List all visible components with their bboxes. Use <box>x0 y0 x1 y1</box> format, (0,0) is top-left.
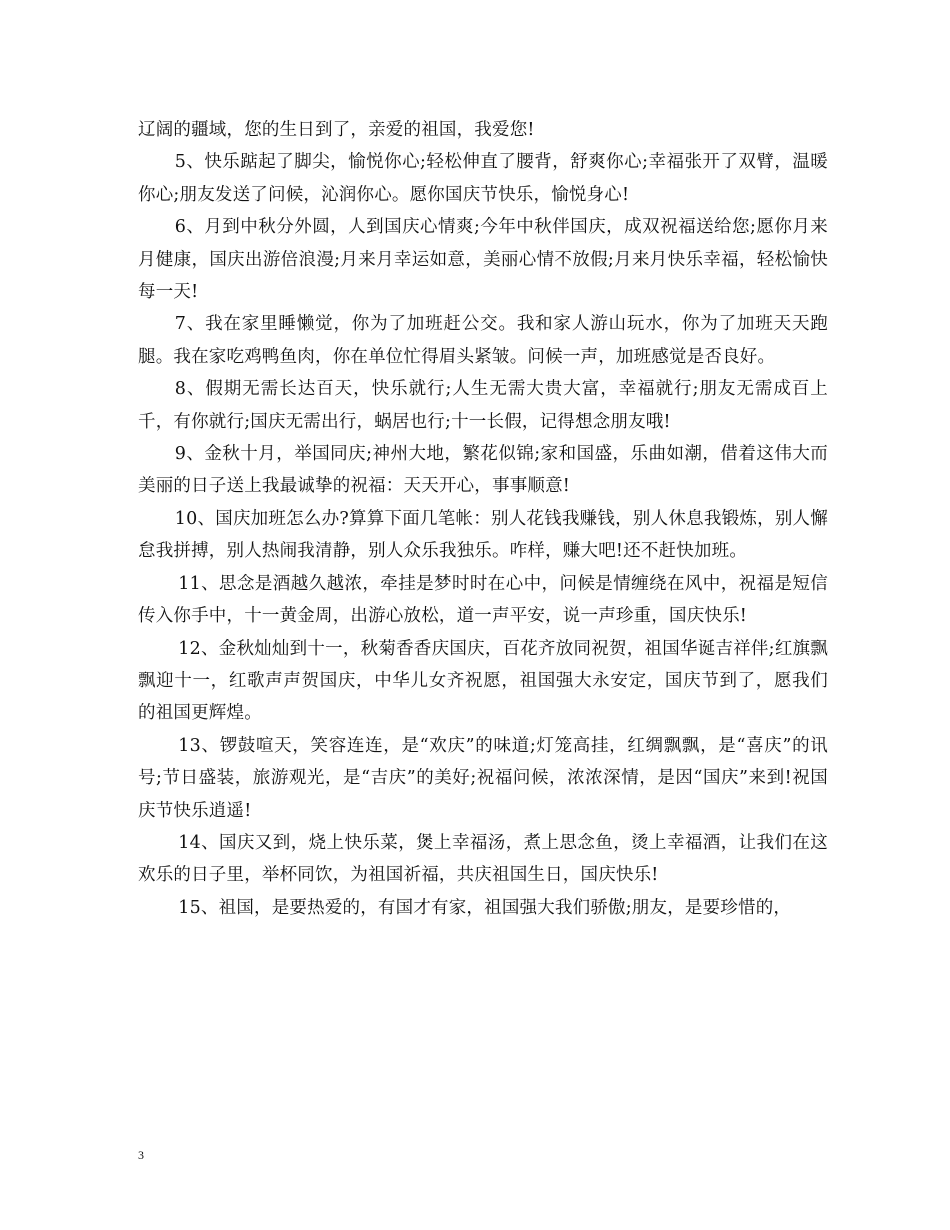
paragraph-6: 6、月到中秋分外圆，人到国庆心情爽;今年中秋伴国庆，成双祝福送给您;愿你月来月健康，国庆出游倍浪漫;月来月幸运如意，美丽心情不放假;月来月快乐幸福，轻松愉快每一天! <box>138 217 828 303</box>
paragraph-12: 12、金秋灿灿到十一，秋菊香香庆国庆，百花齐放同祝贺，祖国华诞吉祥伴;红旗飘飘迎十一，红歌声声贺国庆，中华儿女齐祝愿，祖国强大永安定，国庆节到了，愿我们的祖国更辉煌。 <box>138 638 828 724</box>
paragraph-15: 15、祖国，是要热爱的，有国才有家，祖国强大我们骄傲;朋友，是要珍惜的， <box>178 897 792 918</box>
paragraph-5: 5、快乐踮起了脚尖，愉悦你心;轻松伸直了腰背，舒爽你心;幸福张开了双臂，温暖你心;朋友发送了问候，沁润你心。愿你国庆节快乐，愉悦身心! <box>138 152 828 205</box>
paragraph-7: 7、我在家里睡懒觉，你为了加班赶公交。我和家人游山玩水，你为了加班天天跑腿。我在家吃鸡鸭鱼肉，你在单位忙得眉头紧皱。问候一声，加班感觉是否良好。 <box>138 314 828 367</box>
paragraph-10: 10、国庆加班怎么办?算算下面几笔帐：别人花钱我赚钱，别人休息我锻炼，别人懈怠我拼搏，别人热闹我清静，别人众乐我独乐。咋样，赚大吧!还不赶快加班。 <box>138 508 828 562</box>
paragraph-11: 11、思念是酒越久越浓，牵挂是梦时时在心中，问候是情缠绕在风中，祝福是短信传入你手中，十一黄金周，出游心放松，道一声平安，说一声珍重，国庆快乐! <box>138 573 828 627</box>
body-text <box>138 114 828 924</box>
paragraph-continuation: 辽阔的疆域，您的生日到了，亲爱的祖国，我爱您! <box>138 120 535 140</box>
paragraph-14: 14、国庆又到，烧上快乐菜，煲上幸福汤，煮上思念鱼，烫上幸福酒，让我们在这欢乐的日子里，举杯同饮，为祖国祈福，共庆祖国生日，国庆快乐! <box>138 832 828 886</box>
page-number: 3 <box>138 1148 144 1162</box>
paragraph-8: 8、假期无需长达百天，快乐就行;人生无需大贵大富，幸福就行;朋友无需成百上千，有你就行;国庆无需出行，蜗居也行;十一长假，记得想念朋友哦! <box>138 379 828 432</box>
paragraph-9: 9、金秋十月，举国同庆;神州大地，繁花似锦;家和国盛，乐曲如潮，借着这伟大而美丽的日子送上我最诚挚的祝福：天天开心，事事顺意! <box>138 444 828 497</box>
paragraph-13: 13、锣鼓喧天，笑容连连，是“欢庆”的味道;灯笼高挂，红绸飘飘，是“喜庆”的讯号;节日盛装，旅游观光，是“吉庆”的美好;祝福问候，浓浓深情，是因“国庆”来到!祝国庆节快乐逍遥! <box>138 735 828 821</box>
